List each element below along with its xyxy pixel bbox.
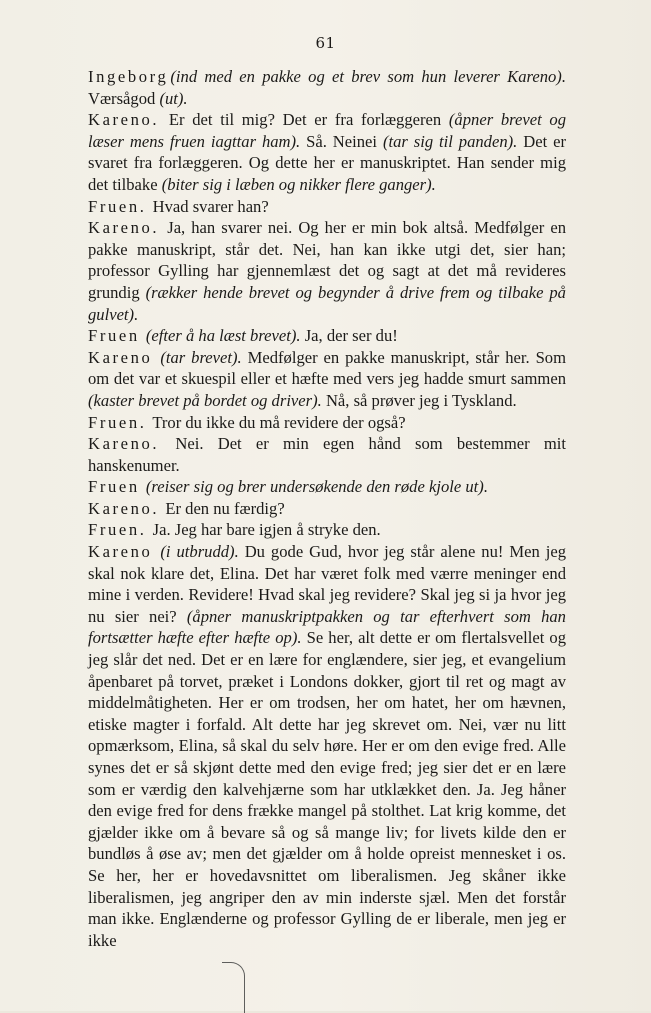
paragraph [88,325,566,347]
dialogue-text: Medfølger en pakke manuskript, står her. Som om det var et skuespil eller et hæfte med vers jeg hadde smurt sammen [88,347,567,389]
speaker-name: Kareno [88,347,153,367]
paragraph [88,412,566,434]
page-number: 61 [315,34,336,52]
speaker-name: Ingeborg [88,67,169,86]
speaker-name: Fruen [88,477,140,497]
dialogue-text: Det er svaret fra forlæggeren. Og dette her er manuskriptet. Han sender mig det tilbake [88,131,566,194]
paragraph [88,196,566,218]
paragraph [88,347,566,412]
stage-direction: (åpner manuskriptpakken og tar efterhvert som han fortsætter hæfte efter hæfte op). [88,606,566,648]
dialogue-text: Nei. Det er min egen hånd som bestemmer mit hanskenumer. [88,434,566,475]
speaker-name: Kareno. [88,498,160,518]
stage-direction: (åpner brevet og læser mens fruen iagttar ham). [88,110,566,151]
dialogue-text: Se her, alt dette er om flertalsvellet og jeg slår det ned. Det er en lære for englændere, sier jeg, et evangelium åpenbaret på torvet, præket i Londons dokker, gjort til ret og magt av middelmåtigheten. Her er om trodsen, her om hatet, her om hævnen, etiske magter i forfald. Alt dette har jeg skrevet om. Nei, vær nu litt opmærksom, Elina, så skal du selv høre. Her er om den evige fred. Alle synes det er så skjønt dette med den evige fred; jeg sier det er en lære som er værdig den kalvehjærne som har utklækket den. Ja. Jeg håner den evige fred for dens frække mangel på stolthet. Lat krig komme, det gjælder ikke om å bevare så og så mange liv; for livets kilde den er bundløs å øse av; men det gjælder om å holde opreist mennesket i os. Se her, her er hovedavsnittet om liberalismen. Jeg skåner ikke liberalismen, jeg angriper den av min inderste sjæl. Men det forstår man ikke. Englænderne og professor Gylling de er liberale, men jeg er ikke [88,628,567,950]
speaker-name: Kareno [88,542,153,562]
paragraph [88,541,566,951]
speaker-name: Kareno. [88,110,160,130]
stage-direction: (efter å ha læst brevet). [145,326,301,346]
stage-direction: (tar brevet). [160,347,242,367]
dialogue-text: Er det til mig? Det er fra forlæggeren [161,110,449,130]
paragraph [88,109,566,195]
dialogue-text: Er den nu færdig? [161,498,285,518]
stage-direction: (biter sig i læben og nikker flere ganger). [161,174,436,194]
dialogue-text: Ja, der ser du! [300,326,398,346]
dialogue-text: Du gode Gud, hvor jeg står alene nu! Men jeg skal nok klare det, Elina. Det har været folk med værre meninger end mine i verden. Revidere! Hvad skal jeg revidere? Skal jeg si ja hvor jeg nu sier nei? [88,542,566,626]
paragraph [88,433,566,476]
stage-direction: (reiser sig og brer undersøkende den røde kjole ut). [145,477,488,497]
dialogue-text: Tror du ikke du må revidere der også? [148,412,406,432]
paragraph [88,217,566,325]
play-text [88,66,566,951]
paragraph [88,476,566,498]
stage-direction: (rækker hende brevet og begynder å drive frem og tilbake på gulvet). [88,282,566,324]
speaker-name: Fruen. [88,520,147,540]
speaker-name: Fruen. [88,412,147,432]
dialogue-text: Værsågod [88,88,160,108]
stage-direction: (kaster brevet på bordet og driver). [88,390,322,410]
stage-direction: (i utbrudd). [160,542,239,562]
paragraph [88,498,566,520]
speaker-name: Kareno. [88,434,160,454]
paragraph [88,519,566,541]
dialogue-text: Nå, så prøver jeg i Tyskland. [321,390,517,410]
speaker-name: Fruen [88,326,140,346]
dialogue-text: Ja. Jeg har bare igjen å stryke den. [148,520,381,540]
stage-direction: (ut). [159,88,188,108]
binding-edge-mark [222,962,245,1013]
dialogue-text: Hvad svarer han? [148,196,269,216]
speaker-name: Fruen. [88,196,147,216]
stage-direction: (tar sig til panden). [382,131,518,151]
speaker-name: Kareno. [88,218,160,238]
dialogue-text: Ja, han svarer nei. Og her er min bok altså. Medfølger en pakke manuskript, står det. Nei, han kan ikke utgi det, sier han; professor Gylling har gjennemlæst det og sagt at det må revideres grundig [88,218,566,302]
stage-direction: (ind med en pakke og et brev som hun leverer Kareno). [170,67,566,86]
paragraph [88,66,566,109]
dialogue-text: Så. Neinei [300,131,383,151]
